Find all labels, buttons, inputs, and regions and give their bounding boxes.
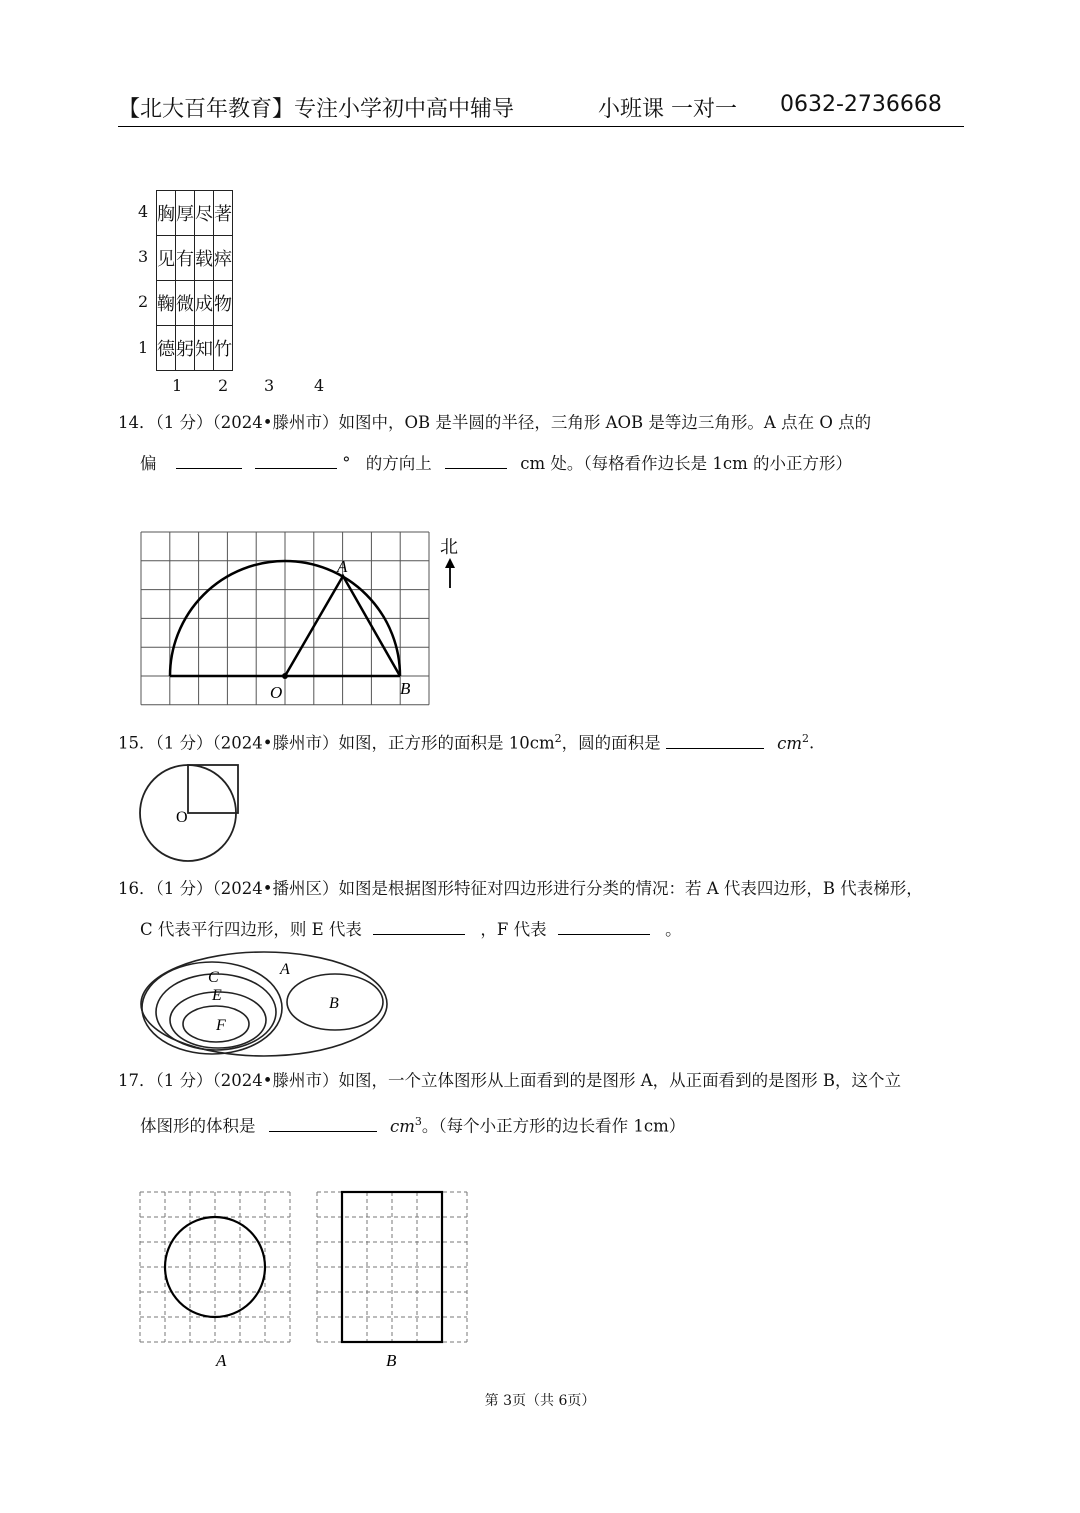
q16-text-a: C 代表平行四边形，则 E 代表: [140, 920, 362, 939]
col-label: 1: [172, 376, 183, 395]
grid-cell: 著: [214, 191, 233, 236]
label-e: E: [212, 987, 222, 1004]
row-label: 3: [138, 247, 149, 266]
q14-prefix: 偏: [140, 454, 157, 473]
north-arrow-head: [445, 558, 455, 568]
q16-figure: [136, 950, 392, 1060]
grid-cell: 胸: [157, 191, 176, 236]
grid-a: [140, 1192, 290, 1342]
page-header: [118, 88, 964, 127]
unit: cm: [390, 1116, 415, 1136]
degree-symbol: °: [342, 454, 351, 473]
label-a: A: [216, 1351, 227, 1370]
grid-cell: 成: [195, 281, 214, 326]
q15-text-b: ，圆的面积是: [561, 733, 661, 753]
grid-cell: 瘁: [214, 236, 233, 281]
q16-line1: 16．（1 分）（2024•播州区）如图是根据图形特征对四边形进行分类的情况：若 A 代表四边形，B 代表梯形，: [118, 879, 923, 898]
label-f: F: [216, 1017, 226, 1034]
superscript: 3: [414, 1115, 422, 1128]
col-label: 4: [314, 376, 325, 395]
row-label: 1: [138, 338, 149, 357]
grid-cell: 知: [195, 326, 214, 371]
q16-text-c: 。: [665, 920, 682, 939]
q14-line2: [140, 453, 852, 475]
grid-b: [317, 1192, 467, 1342]
circle-a: [165, 1217, 265, 1317]
unit: cm: [777, 733, 802, 753]
grid-cell: 物: [214, 281, 233, 326]
q17-text-a: 体图形的体积是: [140, 1116, 256, 1136]
answer-blank[interactable]: [269, 1117, 377, 1132]
grid-cell: 有: [176, 236, 195, 281]
q14-line1: 14．（1 分）（2024•滕州市）如图中，OB 是半圆的半径，三角形 AOB 是等边三角形。A 点在 O 点的: [118, 413, 872, 432]
q14-figure: [130, 528, 480, 713]
row-label: 4: [138, 202, 149, 221]
q16-text-b: ，F 代表: [480, 920, 547, 939]
answer-blank[interactable]: [558, 920, 650, 935]
header-brand: 【北大百年教育】专注小学初中高中辅导: [118, 97, 515, 122]
grid-cell: 微: [176, 281, 195, 326]
q17-line1: 17．（1 分）（2024•滕州市）如图，一个立体图形从上面看到的是图形 A，从正面看到的是图形 B，这个立: [118, 1071, 901, 1090]
label-b: B: [329, 995, 339, 1012]
label-b: B: [400, 679, 411, 698]
col-label: 2: [218, 376, 229, 395]
row-label: 2: [138, 292, 149, 311]
grid-cell: 尽: [195, 191, 214, 236]
char-table: [156, 190, 233, 371]
label-a: A: [337, 557, 348, 576]
q17-figure: [138, 1190, 473, 1375]
answer-blank[interactable]: [666, 734, 764, 749]
label-a: A: [280, 961, 290, 978]
north-label: 北: [440, 537, 458, 557]
label-o: O: [270, 683, 283, 702]
grid-cell: 见: [157, 236, 176, 281]
q16-line2: [140, 919, 682, 941]
q14-mid: 的方向上: [365, 454, 432, 473]
label-c: C: [208, 969, 219, 986]
grid-cell: 载: [195, 236, 214, 281]
q14-suffix: cm 处。（每格看作边长是 1cm 的小正方形）: [520, 454, 853, 473]
answer-blank[interactable]: [373, 920, 465, 935]
q17-text-b: 。（每个小正方形的边长看作 1cm）: [421, 1116, 686, 1136]
header-phone: 0632-2736668: [780, 92, 942, 117]
point-o: [282, 673, 288, 679]
period: .: [808, 733, 815, 753]
header-classes: 小班课 一对一: [598, 97, 737, 122]
col-label: 3: [264, 376, 275, 395]
answer-blank[interactable]: [255, 454, 337, 469]
grid-cell: 躬: [176, 326, 195, 371]
superscript: 2: [554, 732, 562, 745]
answer-blank[interactable]: [176, 454, 242, 469]
label-o: O: [176, 809, 188, 826]
q15-figure: [138, 760, 248, 866]
answer-blank[interactable]: [445, 454, 507, 469]
q15-line: [118, 728, 814, 755]
grid-cell: 厚: [176, 191, 195, 236]
grid-cell: 竹: [214, 326, 233, 371]
label-b: B: [386, 1351, 397, 1370]
superscript: 2: [801, 732, 809, 745]
page-number: 第 3页（共 6页）: [484, 1393, 596, 1409]
q17-line2: [140, 1111, 685, 1138]
grid-cell: 鞠: [157, 281, 176, 326]
q15-text-a: 15．（1 分）（2024•滕州市）如图，正方形的面积是 10cm: [118, 733, 555, 753]
grid-cell: 德: [157, 326, 176, 371]
